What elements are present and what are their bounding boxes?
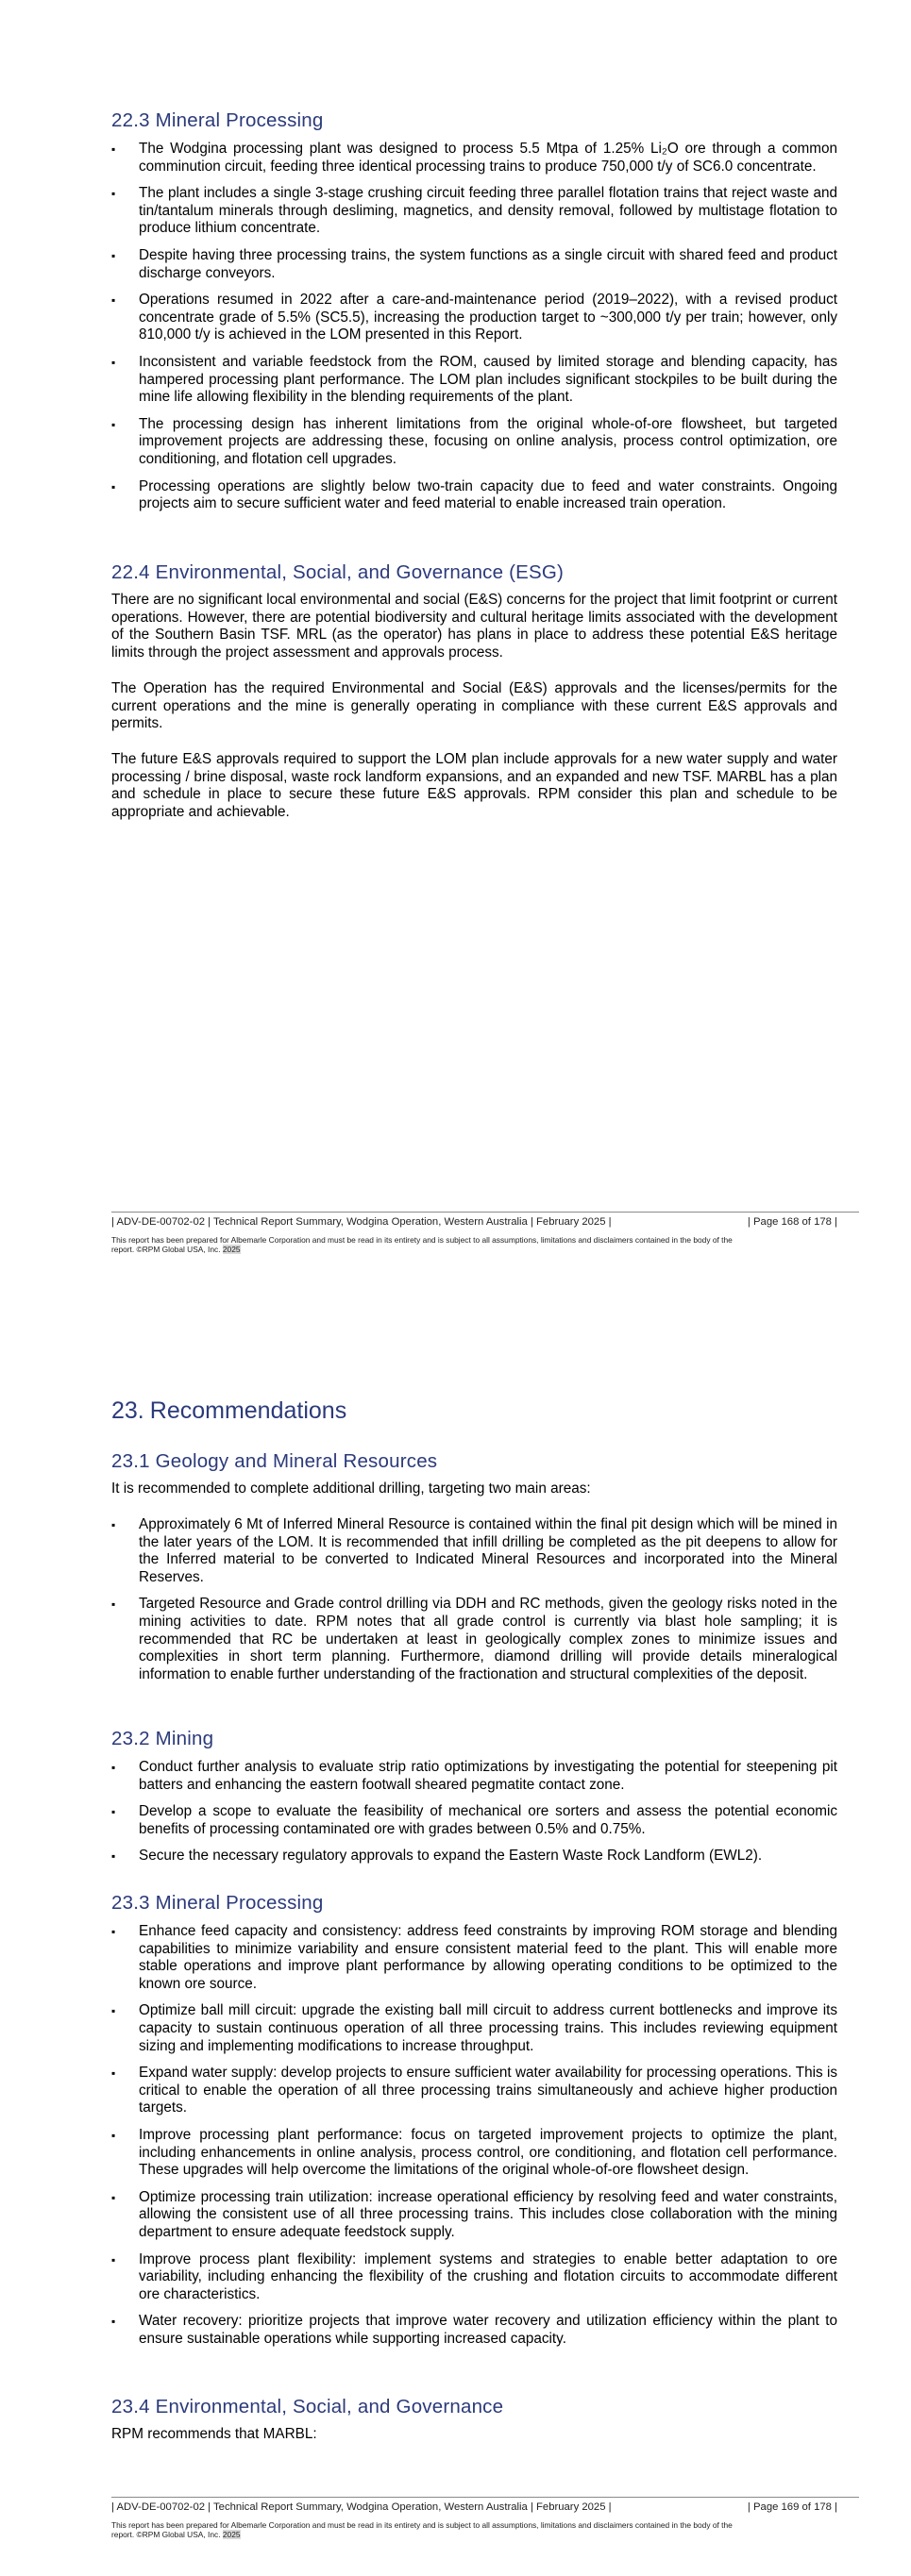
chapter-heading (111, 1397, 346, 1425)
list-item: ▪ Targeted Resource and Grade control drilling via DDH and RC methods, given the geology risks noted in the mining activities to date. RPM notes that all grade control is currently via blast hole sampling; it is recommended that RC be undertaken at least in geologically complex zones to minimize issues and complexities in short term planning. Furthermore, diamond drilling will provide details mineralogical information to enable further understanding of the fractionation and structural complexities of the deposit. (111, 1596, 837, 1683)
paragraph: The future E&S approvals required to support the LOM plan include approvals for a new water supply and water processing / brine disposal, waste rock landform expansions, and an expanded and new TSF. MARBL has a plan and schedule in place to secure these future E&S approvals. RPM consider this plan and schedule to be appropriate and achievable. (111, 751, 837, 820)
paragraph: The Operation has the required Environmental and Social (E&S) approvals and the licenses/permits for the current operations and the mine is generally operating in compliance with these current E&S approvals and permits. (111, 680, 837, 732)
list-item: ▪ Approximately 6 Mt of Inferred Mineral Resource is contained within the final pit design which will be mined in the later years of the LOM. It is recommended that infill drilling be completed as the pit deepens to allow for the Inferred material to be converted to Indicated Mineral Resources and incorporated into the Mineral Reserves. (111, 1516, 837, 1586)
section-intro: RPM recommends that MARBL: (111, 2426, 317, 2442)
paragraph: There are no significant local environmental and social (E&S) concerns for the project that limit footprint or current operations. However, there are potential biodiversity and cultural heritage limits associated with the development of the Southern Basin TSF. MRL (as the operator) has plans in place to address these potential E&S heritage limits through the project assessment and approvals process. (111, 592, 837, 661)
page-number: | Page 168 of 178 | (747, 1216, 837, 1228)
footer-document-info: | ADV-DE-00702-02 | Technical Report Summary, Wodgina Operation, Western Australia | February 2025 | (111, 2501, 612, 2513)
list-item: ▪ Secure the necessary regulatory approvals to expand the Eastern Waste Rock Landform (EWL2). (111, 1848, 837, 1865)
footer-divider (111, 1212, 859, 1213)
section-intro: It is recommended to complete additional drilling, targeting two main areas: (111, 1480, 591, 1497)
report-page-169 (0, 1288, 911, 2576)
list-item: ▪ Improve process plant flexibility: implement systems and strategies to enable better adaptation to ore variability, including enhancing the flexibility of the crushing and flotation circuits to accommodate different ore characteristics. (111, 2251, 837, 2304)
copyright-year: 2025 (222, 1245, 241, 1254)
bullet-list-23-1 (111, 1516, 837, 1693)
copyright-text: report. ©RPM Global USA, Inc. (111, 1245, 221, 1254)
chapter-title: Recommendations (149, 1397, 347, 1424)
list-item: ▪ Conduct further analysis to evaluate strip ratio optimizations by investigating the potential for steepening pit batters and enhancing the eastern footwall sheared pegmatite contact zone. (111, 1759, 837, 1794)
disclaimer (111, 2520, 843, 2539)
list-item: ▪ Improve processing plant performance: focus on targeted improvement projects to optimize the plant, including enhancements in online analysis, process control, ore conditioning, and flotation cell performance. These upgrades will help overcome the limitations of the original whole-of-ore flowsheet design. (111, 2127, 837, 2180)
list-item: ▪ The Wodgina processing plant was designed to process 5.5 Mtpa of 1.25% Li₂O ore through a common comminution circuit, feeding three identical processing trains to produce 750,000 t/y of SC6.0 concentrate. (111, 141, 837, 176)
copyright-text: report. ©RPM Global USA, Inc. (111, 2530, 221, 2539)
footer-document-info: | ADV-DE-00702-02 | Technical Report Summary, Wodgina Operation, Western Australia | February 2025 | (111, 1216, 612, 1228)
list-item: ▪ Optimize ball mill circuit: upgrade the existing ball mill circuit to address current bottlenecks and improve its capacity to sustain continuous operation of all three processing trains. This includes reviewing equipment sizing and implementing modifications to increase throughput. (111, 2002, 837, 2055)
list-item: ▪ Water recovery: prioritize projects that improve water recovery and utilization efficiency within the plant to ensure sustainable operations while supporting increased capacity. (111, 2313, 837, 2348)
list-item: ▪ Expand water supply: develop projects to ensure sufficient water availability for processing operations. This is critical to enable the operation of all three processing trains simultaneously and achieve higher production targets. (111, 2065, 837, 2117)
section-heading-23-3: 23.3 Mineral Processing (111, 1892, 324, 1914)
disclaimer (111, 1235, 843, 1254)
footer-divider (111, 2497, 859, 2498)
page-footer (111, 1216, 837, 1228)
list-item: ▪ The processing design has inherent limitations from the original whole-of-ore flowsheet, but targeted improvement projects are addressing these, focusing on online analysis, process control optimization, ore conditioning, and flotation cell upgrades. (111, 416, 837, 469)
section-heading-22-3: 22.3 Mineral Processing (111, 109, 324, 131)
chapter-number: 23. (111, 1397, 144, 1424)
list-item: ▪ Optimize processing train utilization: increase operational efficiency by resolving feed and water constraints, allowing the consistent use of all three processing trains. This includes close collaboration with the mining department to ensure adequate feedstock supply. (111, 2189, 837, 2242)
page-number: | Page 169 of 178 | (747, 2501, 837, 2513)
bullet-list-22-3 (111, 141, 837, 523)
disclaimer-line (111, 1245, 843, 1254)
bullet-list-23-2 (111, 1759, 837, 1875)
list-item: ▪ The plant includes a single 3-stage crushing circuit feeding three parallel flotation trains that reject waste and tin/tantalum minerals through desliming, magnetics, and density removal, followed by multistage flotation to produce lithium concentrate. (111, 185, 837, 238)
list-item: ▪ Operations resumed in 2022 after a care-and-maintenance period (2019–2022), with a revised product concentrate grade of 5.5% (SC5.5), increasing the production target to ~300,000 t/y per train; however, only 810,000 t/y is achieved in the LOM presented in this Report. (111, 292, 837, 344)
section-heading-23-1: 23.1 Geology and Mineral Resources (111, 1450, 438, 1472)
section-heading-22-4: 22.4 Environmental, Social, and Governance (ESG) (111, 561, 565, 583)
list-item: ▪ Inconsistent and variable feedstock from the ROM, caused by limited storage and blending capacity, has hampered processing plant performance. The LOM plan includes significant stockpiles to be built during the mine life allowing flexibility in the blending requirements of the plant. (111, 354, 837, 407)
section-heading-23-4: 23.4 Environmental, Social, and Governance (111, 2396, 504, 2417)
list-item: ▪ Enhance feed capacity and consistency: address feed constraints by improving ROM storage and blending capabilities to minimize variability and ensure consistent material feed to the plant. This will enable more stable operations and improve plant performance by allowing operating conditions to be optimized to the known ore source. (111, 1923, 837, 1993)
copyright-year: 2025 (222, 2530, 241, 2539)
page-footer (111, 2501, 837, 2513)
list-item: ▪ Develop a scope to evaluate the feasibility of mechanical ore sorters and assess the potential economic benefits of processing contaminated ore with grades between 0.5% and 0.75%. (111, 1803, 837, 1838)
disclaimer-line: This report has been prepared for Albemarle Corporation and must be read in its entirety and is subject to all assumptions, limitations and disclaimers contained in the body of the (111, 2520, 733, 2530)
disclaimer-line: This report has been prepared for Albemarle Corporation and must be read in its entirety and is subject to all assumptions, limitations and disclaimers contained in the body of the (111, 1235, 733, 1245)
list-item: ▪ Despite having three processing trains, the system functions as a single circuit with shared feed and product discharge conveyors. (111, 247, 837, 282)
list-item: ▪ Processing operations are slightly below two-train capacity due to feed and water constraints. Ongoing projects aim to secure sufficient water and feed material to enable increased train operation. (111, 478, 837, 513)
bullet-list-23-3 (111, 1923, 837, 2357)
section-heading-23-2: 23.2 Mining (111, 1728, 214, 1749)
disclaimer-line (111, 2530, 843, 2539)
